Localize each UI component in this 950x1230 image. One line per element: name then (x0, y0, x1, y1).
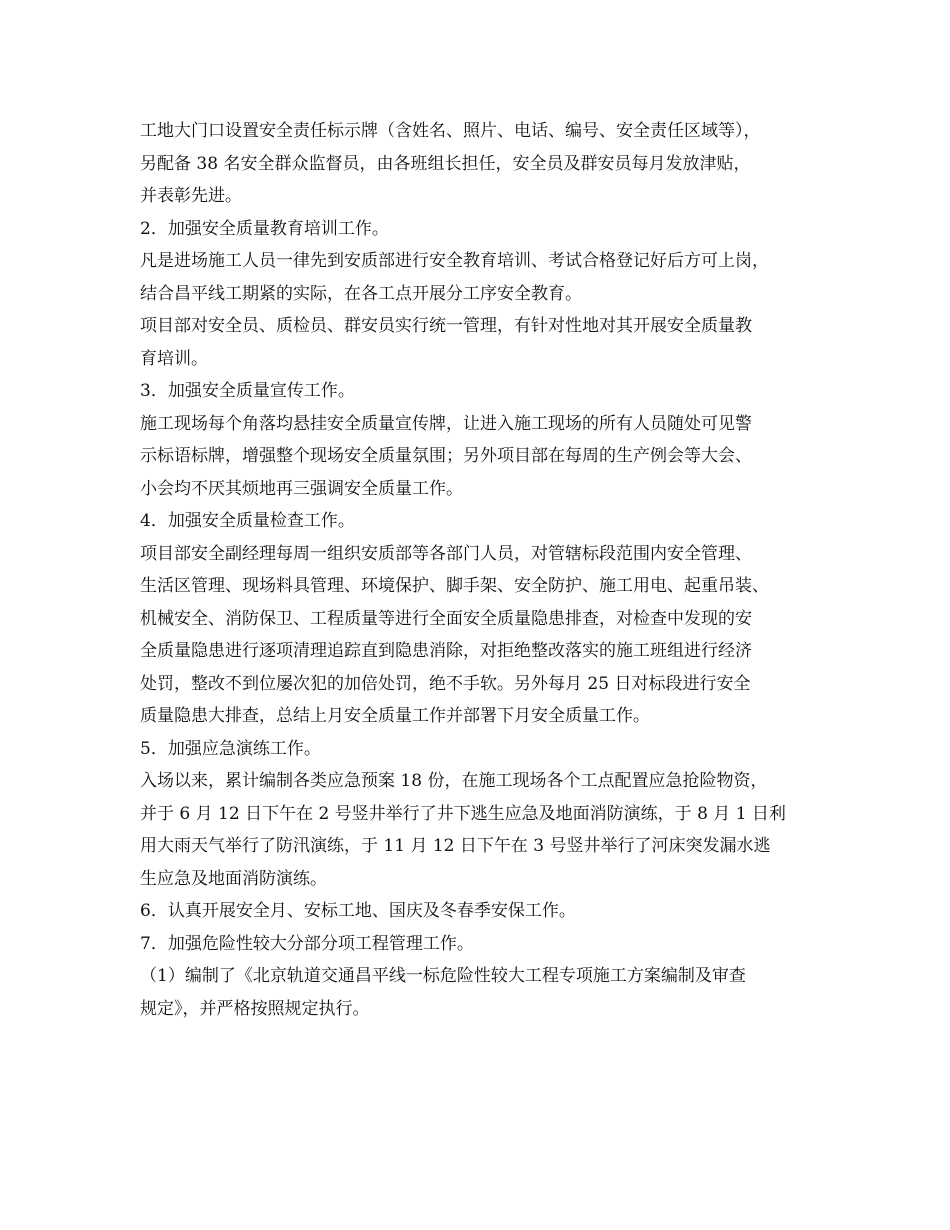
section-heading: 6．认真开展安全月、安标工地、国庆及冬春季安保工作。 (140, 901, 576, 921)
document-body (140, 115, 840, 1025)
text-line: 并于 6 月 12 日下午在 2 号竖井举行了井下逃生应急及地面消防演练，于 8 月 1 日利 (140, 803, 786, 824)
text-line: 另配备 38 名安全群众监督员，由各班组长担任，安全员及群安员每月发放津贴， (140, 153, 751, 174)
section-heading: 3．加强安全质量宣传工作。 (140, 381, 355, 401)
text-line: 生活区管理、现场料具管理、环境保护、脚手架、安全防护、施工用电、起重吊装、 (140, 576, 769, 596)
section-heading: 4．加强安全质量检查工作。 (140, 511, 355, 531)
text-line: 凡是进场施工人员一律先到安质部进行安全教育培训、考试合格登记好后方可上岗， (140, 251, 769, 271)
section-heading: 5．加强应急演练工作。 (140, 738, 321, 759)
text-line: 质量隐患大排查，总结上月安全质量工作并部署下月安全质量工作。 (140, 706, 650, 726)
text-line: 入场以来，累计编制各类应急预案 18 份，在施工现场各个工点配置应急抢险物资， (140, 771, 768, 791)
text-line: 小会均不厌其烦地再三强调安全质量工作。 (140, 478, 463, 499)
text-line: 工地大门口设置安全责任标示牌（含姓名、照片、电话、编号、安全责任区域等）， (140, 121, 761, 141)
text-line: 施工现场每个角落均悬挂安全质量宣传牌，让进入施工现场的所有人员随处可见警 (140, 413, 752, 434)
text-line: 全质量隐患进行逐项清理追踪直到隐患消除，对拒绝整改落实的施工班组进行经济 (140, 641, 752, 661)
text-line: 并表彰先进。 (140, 186, 242, 206)
text-line: 项目部安全副经理每周一组织安质部等各部门人员，对管辖标段范围内安全管理、 (140, 543, 752, 564)
text-line: 规定》，并严格按照规定执行。 (140, 998, 370, 1019)
text-line: 结合昌平线工期紧的实际，在各工点开展分工序安全教育。 (140, 283, 582, 304)
text-line: 生应急及地面消防演练。 (140, 868, 327, 889)
text-line: 处罚，整改不到位屡次犯的加倍处罚，绝不手软。另外每月 25 日对标段进行安全 (140, 673, 751, 694)
text-line: 用大雨天气举行了防汛演练，于 11 月 12 日下午在 3 号竖井举行了河床突发漏水逃 (140, 836, 771, 856)
text-line: 项目部对安全员、质检员、群安员实行统一管理，有针对性地对其开展安全质量教 (140, 316, 752, 336)
text-line: 育培训。 (140, 348, 208, 369)
text-line: （1）编制了《北京轨道交通昌平线一标危险性较大工程专项施工方案编制及审查 (140, 966, 746, 986)
text-line: 示标语标牌，增强整个现场安全质量氛围；另外项目部在每周的生产例会等大会、 (140, 446, 752, 466)
text-line: 机械安全、消防保卫、工程质量等进行全面安全质量隐患排查，对检查中发现的安 (140, 608, 752, 629)
section-heading: 2．加强安全质量教育培训工作。 (140, 218, 389, 239)
section-heading: 7．加强危险性较大分部分项工程管理工作。 (140, 933, 474, 954)
